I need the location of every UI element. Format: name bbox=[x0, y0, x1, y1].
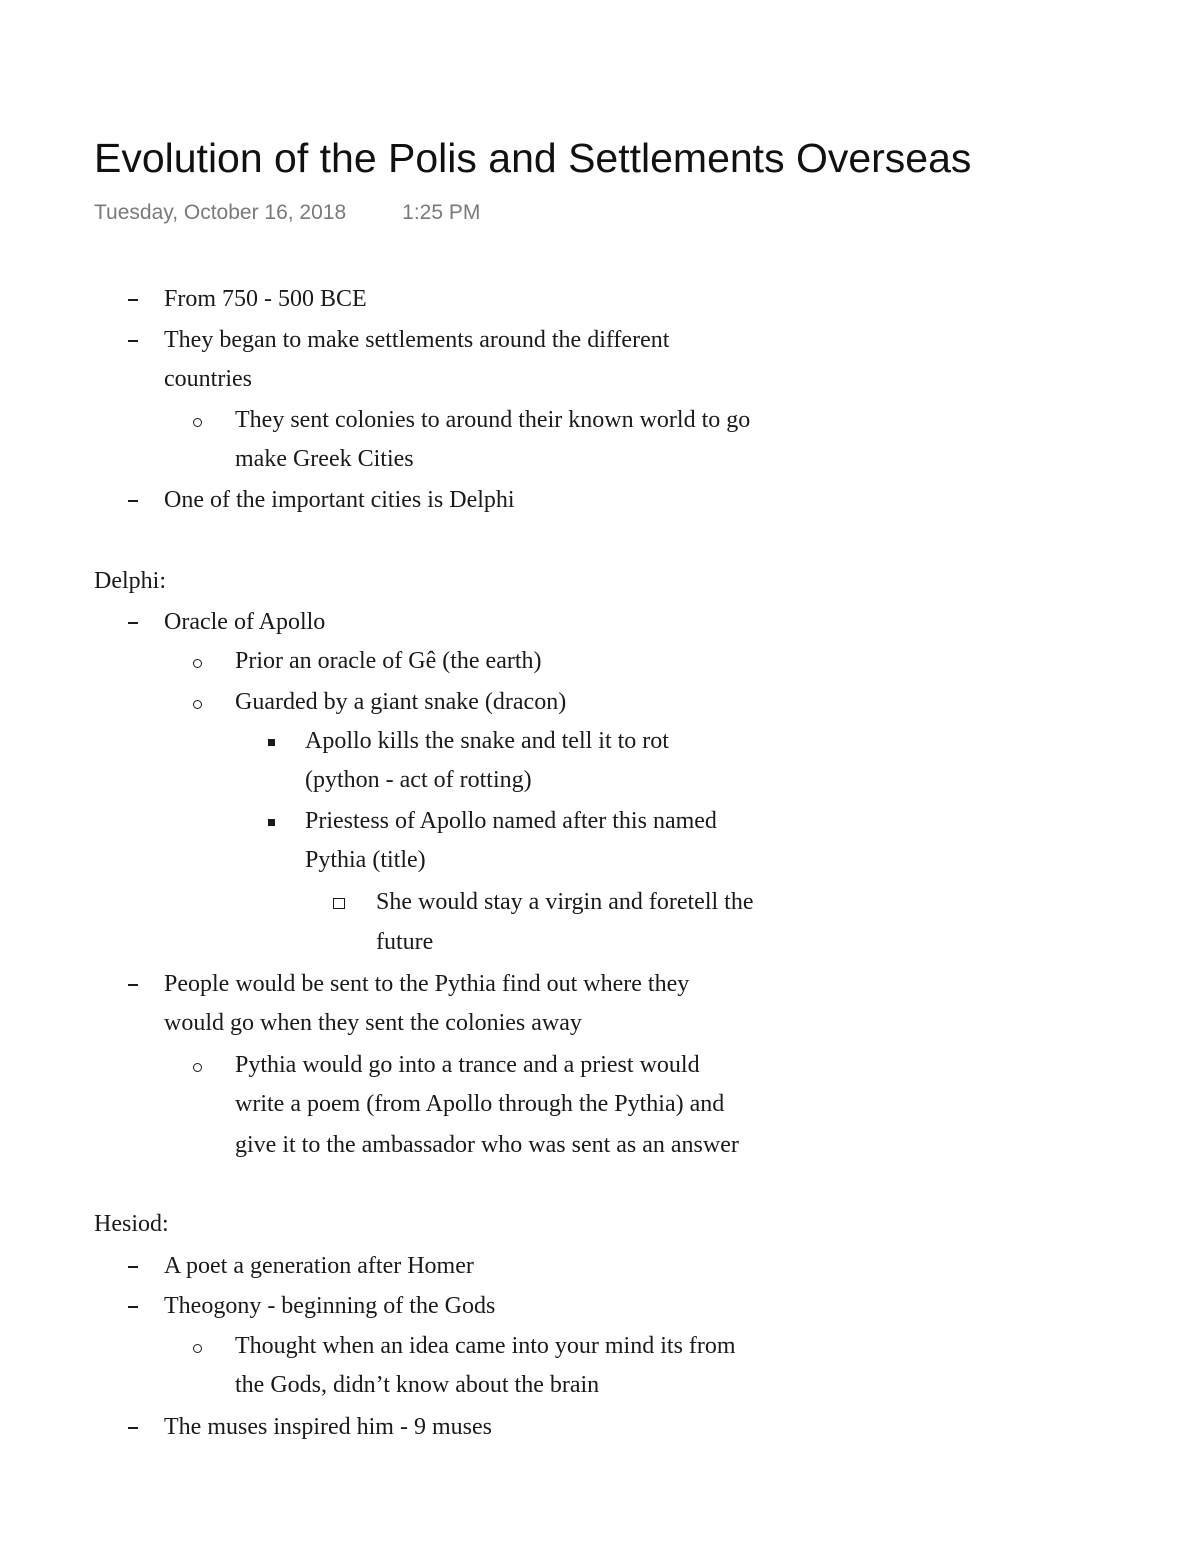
dash-bullet bbox=[128, 1306, 138, 1308]
sub-sub-list-item: Apollo kills the snake and tell it to rot bbox=[305, 728, 669, 754]
list-item: People would be sent to the Pythia find out where they bbox=[164, 971, 690, 997]
circle-bullet bbox=[193, 1344, 202, 1353]
sub-list-item: Thought when an idea came into your mind its from bbox=[235, 1333, 736, 1359]
dash-bullet bbox=[128, 1266, 138, 1268]
square-bullet bbox=[268, 739, 275, 746]
list-item: The muses inspired him - 9 muses bbox=[164, 1414, 492, 1440]
sub-list-item: They sent colonies to around their known world to go bbox=[235, 407, 751, 433]
sub-list-item-continuation: give it to the ambassador who was sent as an answer bbox=[235, 1132, 739, 1158]
list-item: They began to make settlements around the different bbox=[164, 327, 670, 353]
list-item: Oracle of Apollo bbox=[164, 609, 326, 635]
page-date: Tuesday, October 16, 2018 bbox=[94, 201, 347, 224]
sub-list-item: Pythia would go into a trance and a priest would bbox=[235, 1052, 700, 1078]
circle-bullet bbox=[193, 659, 202, 668]
sub-list-item-continuation: make Greek Cities bbox=[235, 446, 414, 472]
dash-bullet bbox=[128, 622, 138, 624]
dash-bullet bbox=[128, 299, 138, 301]
dash-bullet bbox=[128, 500, 138, 502]
sub-list-item: Guarded by a giant snake (dracon) bbox=[235, 689, 567, 715]
circle-bullet bbox=[193, 418, 202, 427]
sub-sub-list-item-continuation: Pythia (title) bbox=[305, 847, 426, 873]
section-heading-delphi: Delphi: bbox=[94, 568, 166, 594]
sub-sub-list-item: Priestess of Apollo named after this named bbox=[305, 808, 717, 834]
sub-list-item-continuation: write a poem (from Apollo through the Pythia) and bbox=[235, 1091, 725, 1117]
sub-sub-list-item-continuation: (python - act of rotting) bbox=[305, 767, 532, 793]
list-item-continuation: countries bbox=[164, 366, 252, 392]
level4-list-item-continuation: future bbox=[376, 929, 434, 955]
list-item-continuation: would go when they sent the colonies away bbox=[164, 1010, 582, 1036]
square-bullet bbox=[268, 819, 275, 826]
dash-bullet bbox=[128, 340, 138, 342]
page-title: Evolution of the Polis and Settlements Overseas bbox=[94, 135, 972, 181]
page-meta bbox=[94, 198, 480, 228]
sub-list-item: Prior an oracle of Gê (the earth) bbox=[235, 648, 542, 674]
list-item: Theogony - beginning of the Gods bbox=[164, 1293, 496, 1319]
circle-bullet bbox=[193, 1063, 202, 1072]
section-heading-hesiod: Hesiod: bbox=[94, 1211, 169, 1237]
level4-list-item: She would stay a virgin and foretell the bbox=[376, 889, 754, 915]
list-item: A poet a generation after Homer bbox=[164, 1253, 474, 1279]
hollow-square-bullet bbox=[333, 898, 345, 909]
list-item: From 750 - 500 BCE bbox=[164, 286, 367, 312]
sub-list-item-continuation: the Gods, didn’t know about the brain bbox=[235, 1372, 600, 1398]
dash-bullet bbox=[128, 984, 138, 986]
circle-bullet bbox=[193, 700, 202, 709]
list-item: One of the important cities is Delphi bbox=[164, 487, 515, 513]
dash-bullet bbox=[128, 1427, 138, 1429]
page-time: 1:25 PM bbox=[402, 201, 481, 224]
